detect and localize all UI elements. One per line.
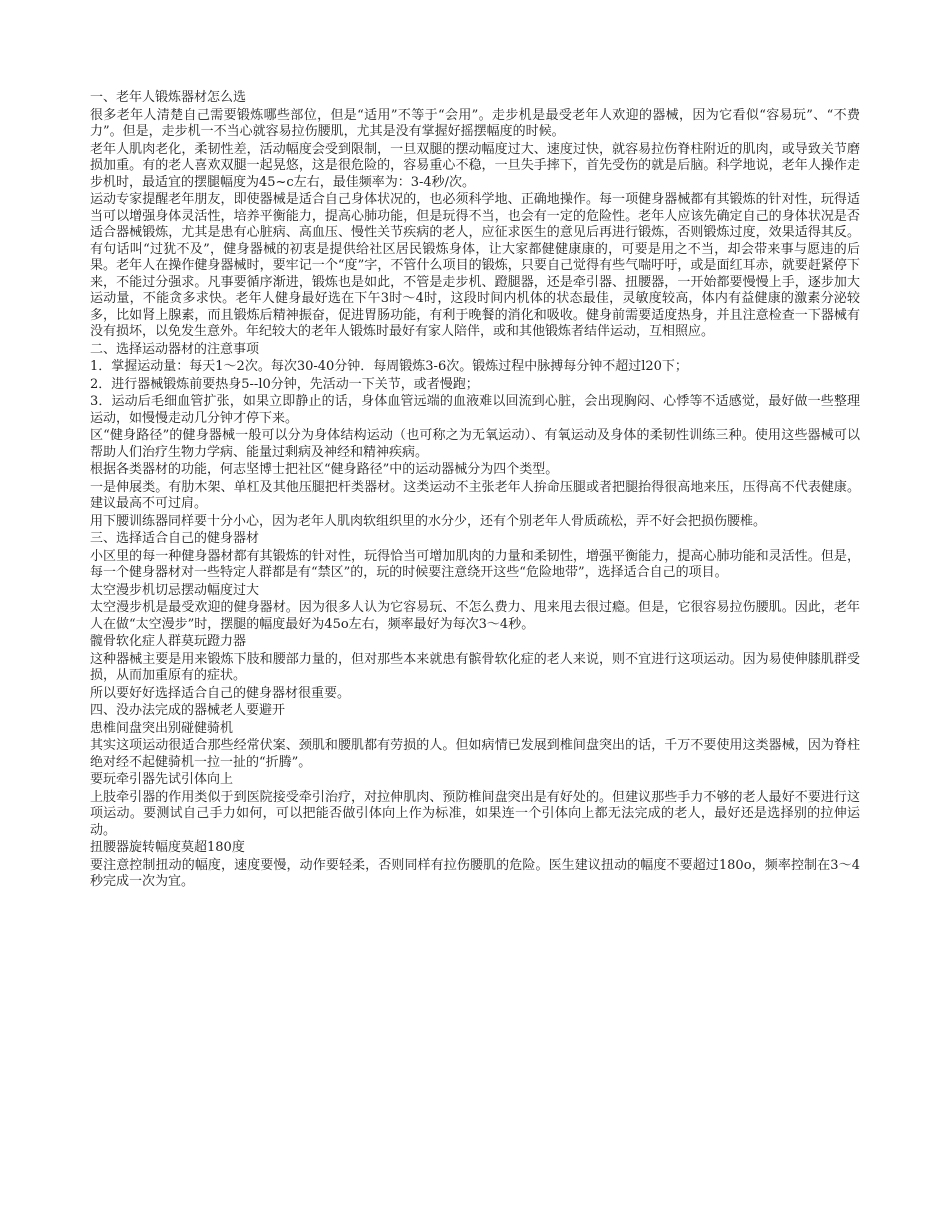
subheading: 扭腰器旋转幅度莫超180度 <box>90 840 245 855</box>
paragraph: 其实这项运动很适合那些经常伏案、颈肌和腰肌都有劳损的人。但如病情已发展到椎间盘突出的话，千万不要使用这类器械，因为脊柱绝对经不起健骑机一拉一扯的“折腾”。 <box>90 738 860 770</box>
subheading: 患椎间盘突出别碰健骑机 <box>90 720 234 736</box>
paragraph: 老年人肌肉老化，柔韧性差，活动幅度会受到限制，一旦双腿的摆动幅度过大、速度过快，就容易拉伤脊柱附近的肌肉，或导致关节磨损加重。有的老人喜欢双腿一起晃悠，这是很危险的，容易重心不稳，一旦失手摔下，首先受伤的就是后脑。科学地说，老年人操作走步机时，最适宜的摆腿幅度为45~c左右，最佳频率为：3-4秒/次。 <box>90 141 860 190</box>
paragraph: 用下腰训练器同样要十分小心，因为老年人肌肉软组织里的水分少，还有个别老年人骨质疏松，弄不好会把损伤腰椎。 <box>90 513 767 529</box>
paragraph: 运动专家提醒老年朋友，即使器械是适合自己身体状况的，也必须科学地、正确地操作。每一项健身器械都有其锻炼的针对性，玩得适当可以增强身体灵活性，培养平衡能力，提高心肺功能，但是玩得不当，也会有一定的危险性。老年人应该先确定自己的身体状况是否适合器械锻炼，尤其是患有心脏病、高血压、慢性关节疾病的老人，应征求医生的意见后再进行锻炼，否则锻炼过度，效果适得其反。有句话叫“过犹不及”，健身器械的初衷是提供给社区居民锻炼身体，让大家都健健康康的，可要是用之不当，却会带来事与愿违的后果。老年人在操作健身器械时，要牢记一个“度”字，不管什么项目的锻炼，只要自己觉得有些气喘吁吁，或是面红耳赤，就要赶紧停下来，不能过分强求。凡事要循序渐进，锻炼也是如此，不管是走步机、蹬腿器，还是牵引器、扭腰器，一开始都要慢慢上手，逐步加大运动量，不能贪多求快。老年人健身最好选在下午3时～4时，这段时间内机体的状态最佳，灵敏度较高，体内有益健康的激素分泌较多，比如肾上腺素，而且锻炼后精神振奋，促进胃肠功能，有利于晚餐的消化和吸收。健身前需要适度热身，并且注意检查一下器械有没有损坏，以免发生意外。年纪较大的老年人锻炼时最好有家人陪伴，或和其他锻炼者结伴运动，互相照应。 <box>90 192 860 339</box>
paragraph: 上肢牵引器的作用类似于到医院接受牵引治疗，对拉伸肌肉、预防椎间盘突出是有好处的。但建议那些手力不够的老人最好不要进行这项运动。要测试自己手力如何，可以把能否做引体向上作为标准，如果连一个引体向上都无法完成的老人，最好还是选择别的拉伸运动。 <box>90 789 860 838</box>
subheading: 太空漫步机切忌摆动幅度过大 <box>90 582 260 598</box>
paragraph: 太空漫步机是最受欢迎的健身器材。因为很多人认为它容易玩、不怎么费力、甩来甩去很过瘾。但是，它很容易拉伤腰肌。因此，老年人在做“太空漫步”时，摆腿的幅度最好为45o左右，频率最好为每次3～4秒。 <box>90 600 860 632</box>
list-item: 1．掌握运动量：每天1～2次。每次30-40分钟．每周锻炼3-6次。锻炼过程中脉搏每分钟不超过l20下； <box>90 359 688 374</box>
section-heading-3: 三、选择适合自己的健身器材 <box>90 531 260 546</box>
document-page <box>90 90 860 892</box>
section-heading-1: 一、老年人锻炼器材怎么选 <box>90 90 247 105</box>
paragraph: 很多老年人清楚自己需要锻炼哪些部位，但是“适用”不等于“会用”。走步机是最受老年人欢迎的器械，因为它看似“容易玩”、“不费力”。但是，走步机一不当心就容易拉伤腰肌，尤其是没有掌握好摇摆幅度的时候。 <box>90 107 860 139</box>
list-item: 2．进行器械锻炼前要热身5--l0分钟，先活动一下关节，或者慢跑； <box>90 376 479 392</box>
paragraph: 区“健身路径”的健身器械一般可以分为身体结构运动（也可称之为无氧运动）、有氧运动及身体的柔韧性训练三种。使用这些器械可以帮助人们治疗生物力学病、能量过剩病及神经和精神疾病。 <box>90 428 860 460</box>
paragraph: 一是伸展类。有肋木架、单杠及其他压腿把杆类器材。这类运动不主张老年人拚命压腿或者把腿抬得很高地来压，压得高不代表健康。建议最高不可过肩。 <box>90 479 860 511</box>
section-heading-4: 四、没办法完成的器械老人要避开 <box>90 703 286 718</box>
section-heading-2: 二、选择运动器材的注意事项 <box>90 341 260 357</box>
subheading: 要玩牵引器先试引体向上 <box>90 772 234 787</box>
paragraph: 小区里的每一种健身器材都有其锻炼的针对性，玩得恰当可增加肌肉的力量和柔韧性，增强平衡能力，提高心肺功能和灵活性。但是，每一个健身器材对一些特定人群都是有“禁区”的，玩的时候要注意绕开这些“危险地带”，选择适合自己的项目。 <box>90 548 860 580</box>
paragraph: 这种器械主要是用来锻炼下肢和腰部力量的，但对那些本来就患有髌骨软化症的老人来说，则不宜进行这项运动。因为易使伸膝肌群受损，从而加重原有的症状。 <box>90 651 860 683</box>
paragraph: 所以要好好选择适合自己的健身器材很重要。 <box>90 685 351 701</box>
list-item: 3．运动后毛细血管扩张，如果立即静止的话，身体血管远端的血液难以回流到心脏，会出现胸闷、心悸等不适感觉，最好做一些整理运动，如慢慢走动几分钟才停下来。 <box>90 394 860 426</box>
subheading: 髋骨软化症人群莫玩蹬力器 <box>90 634 247 649</box>
paragraph: 要注意控制扭动的幅度，速度要慢，动作要轻柔，否则同样有拉伤腰肌的危险。医生建议扭动的幅度不要超过180o，频率控制在3～4秒完成一次为宜。 <box>90 857 860 889</box>
paragraph: 根据各类器材的功能，何志坚博士把社区“健身路径”中的运动器械分为四个类型。 <box>90 462 559 477</box>
